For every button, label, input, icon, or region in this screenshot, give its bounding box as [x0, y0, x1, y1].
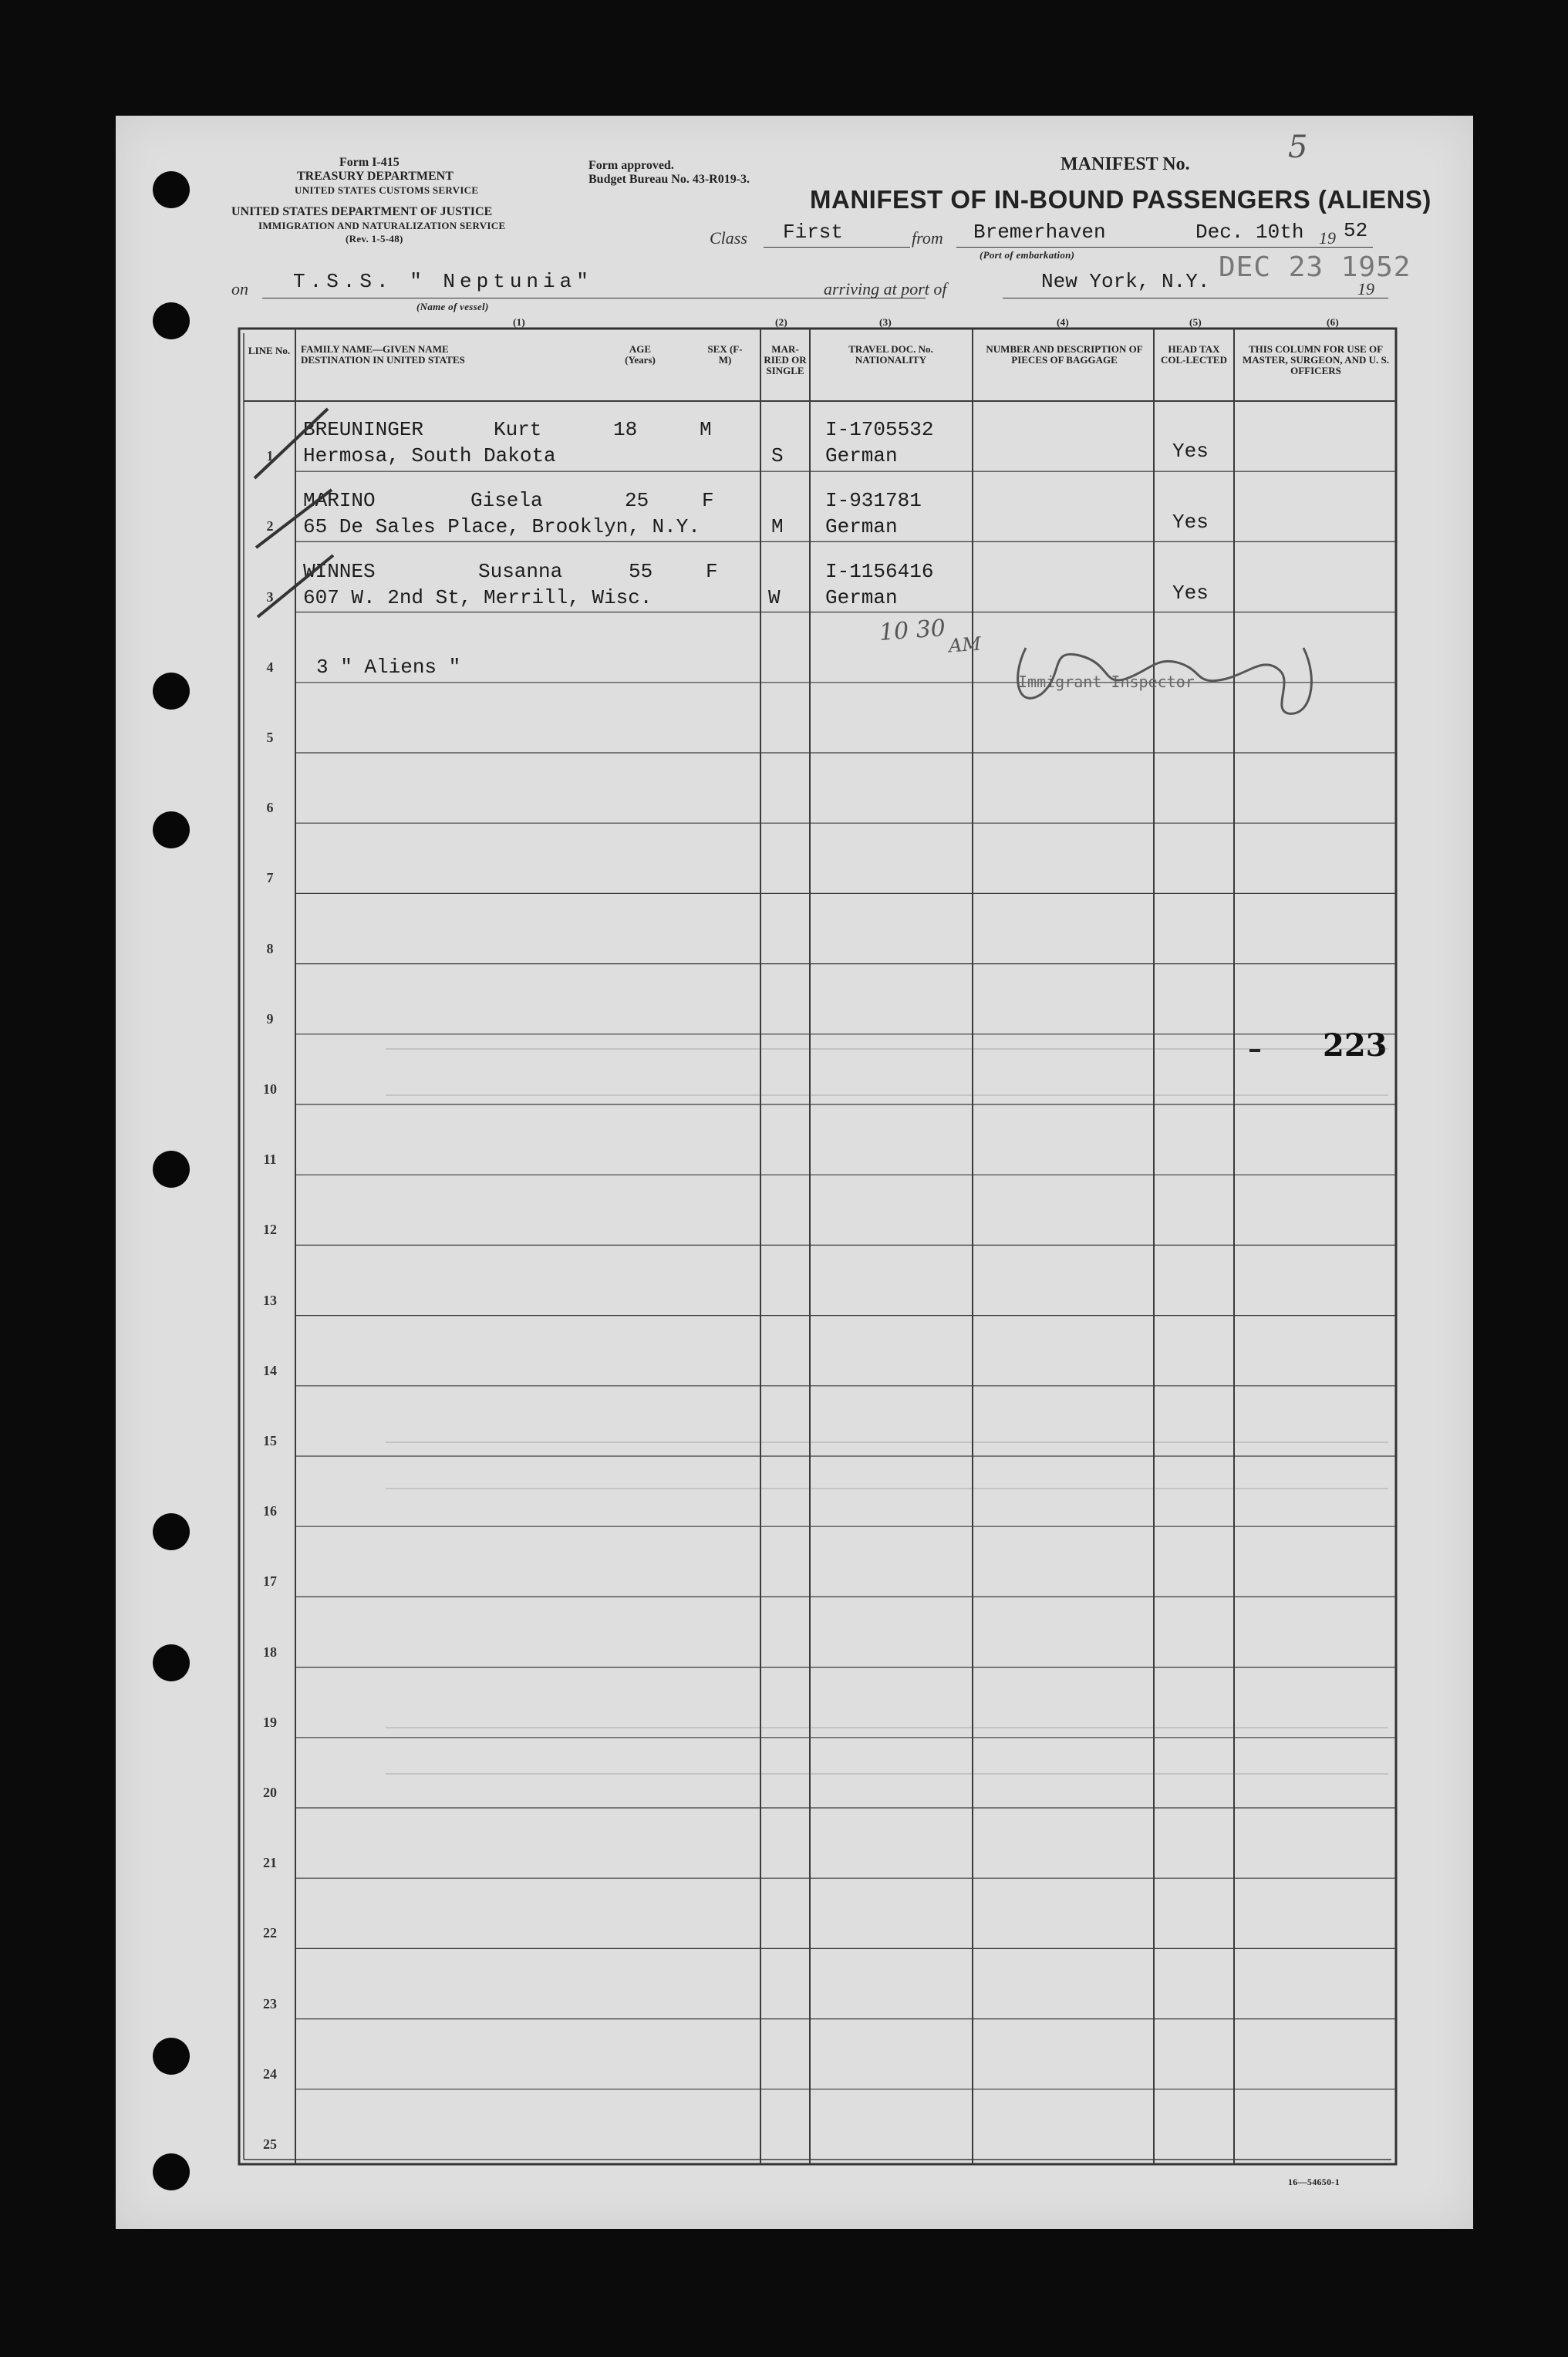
manifest-sheet [116, 116, 1473, 2229]
date-stamp: DEC 23 1952 [1219, 251, 1411, 283]
header-head-tax: HEAD TAX COL-LECTED [1161, 343, 1227, 366]
colnum-2: (2) [775, 316, 788, 328]
date-value: Dec. 10th [1195, 221, 1304, 244]
on-label: on [231, 279, 248, 298]
ins-heading: IMMIGRATION AND NATURALIZATION SERVICE [258, 220, 506, 231]
p2-given-name: Gisela [470, 489, 543, 512]
line-number: 22 [263, 1925, 277, 1941]
arrival-am: AM [948, 632, 982, 657]
budget-bureau: Budget Bureau No. 43-R019-3. [588, 173, 750, 186]
binder-hole [153, 1513, 190, 1550]
line-number: 6 [266, 800, 274, 816]
line-number: 3 [266, 588, 274, 605]
line-number: 15 [263, 1433, 277, 1448]
p1-marital: S [771, 444, 784, 467]
p3-head-tax: Yes [1172, 582, 1209, 605]
p1-sex: M [700, 418, 712, 441]
p3-marital: W [768, 586, 781, 609]
header-officers: THIS COLUMN FOR USE OF MASTER, SURGEON, AND U. S. OFFICERS [1243, 343, 1389, 376]
binder-hole [153, 1151, 190, 1188]
binder-hole [153, 171, 190, 208]
binder-hole [153, 673, 190, 710]
inspector-stamp: Immigrant Inspector [1018, 673, 1195, 691]
header-sex: SEX (F-M) [707, 343, 743, 366]
p3-doc: I-1156416 [825, 560, 934, 583]
p1-head-tax: Yes [1172, 440, 1209, 463]
header-travel-doc: TRAVEL DOC. No. NATIONALITY [848, 343, 933, 366]
header-age: AGE (Years) [625, 343, 656, 366]
colnum-1: (1) [513, 316, 526, 328]
p1-destination: Hermosa, South Dakota [303, 444, 556, 467]
manifest-no-label: MANIFEST No. [1061, 154, 1190, 174]
manifest-no-value: 5 [1288, 130, 1308, 165]
year-label-2: 19 [1357, 279, 1374, 298]
port-value: New York, N.Y. [1041, 270, 1210, 293]
line-number: 13 [263, 1292, 277, 1308]
line-number: 10 [263, 1081, 277, 1097]
p3-sex: F [706, 560, 718, 583]
p3-family-name: WINNES [303, 560, 376, 583]
colnum-3: (3) [879, 316, 892, 328]
colnum-6: (6) [1327, 316, 1340, 328]
line-number: 21 [263, 1855, 277, 1871]
line-number: 20 [263, 1785, 277, 1800]
inspector-signature [995, 602, 1411, 725]
header-baggage: NUMBER AND DESCRIPTION OF PIECES OF BAGGAGE [986, 343, 1143, 366]
line-number: 14 [263, 1362, 277, 1378]
line-number: 24 [263, 2065, 277, 2082]
p3-age: 55 [629, 560, 653, 583]
year-suffix: 52 [1344, 219, 1368, 242]
from-label: from [912, 228, 943, 248]
line-number: 5 [266, 730, 274, 745]
binder-hole [153, 2038, 190, 2075]
from-value: Bremerhaven [973, 221, 1106, 244]
aliens-count-note: 3 " Aliens " [316, 656, 461, 679]
binder-hole [153, 2153, 190, 2190]
line-number: 7 [266, 870, 274, 886]
p1-given-name: Kurt [494, 418, 542, 441]
binder-hole [153, 1644, 190, 1681]
p2-age: 25 [625, 489, 649, 512]
p3-nationality: German [825, 586, 898, 609]
p2-sex: F [702, 489, 714, 512]
page-stamp-number: 223 [1323, 1027, 1388, 1064]
justice-heading: UNITED STATES DEPARTMENT OF JUSTICE [231, 205, 493, 218]
line-number: 16 [263, 1503, 277, 1519]
p3-destination: 607 W. 2nd St, Merrill, Wisc. [303, 586, 652, 609]
class-value: First [783, 221, 844, 244]
p2-nationality: German [825, 515, 898, 538]
line-number: 11 [263, 1152, 277, 1168]
p2-family-name: MARINO [303, 489, 376, 512]
line-number: 9 [266, 1010, 274, 1027]
p1-age: 18 [613, 418, 638, 441]
line-number: 1 [266, 448, 274, 464]
line-number: 4 [266, 659, 274, 675]
p2-doc: I-931781 [825, 489, 922, 512]
vessel-name: T.S.S. " Neptunia" [293, 270, 593, 293]
colnum-5: (5) [1189, 316, 1202, 328]
p1-doc: I-1705532 [825, 418, 934, 441]
line-number: 18 [263, 1644, 277, 1660]
form-approved: Form approved. [588, 159, 674, 172]
revision-note: (Rev. 1-5-48) [346, 233, 403, 244]
year-prefix: 19 [1319, 228, 1336, 248]
p3-given-name: Susanna [478, 560, 563, 583]
header-line-no: LINE No. [248, 345, 291, 356]
p2-head-tax: Yes [1172, 511, 1209, 534]
p2-destination: 65 De Sales Place, Brooklyn, N.Y. [303, 515, 700, 538]
p2-marital: M [771, 515, 784, 538]
colnum-4: (4) [1057, 316, 1070, 328]
p1-nationality: German [825, 444, 898, 467]
line-number: 23 [263, 1995, 277, 2011]
line-number: 8 [266, 940, 274, 956]
form-title: MANIFEST OF IN-BOUND PASSENGERS (ALIENS) [810, 185, 1431, 214]
customs-heading: UNITED STATES CUSTOMS SERVICE [295, 184, 479, 196]
binder-hole [153, 302, 190, 339]
line-number: 17 [263, 1573, 277, 1590]
line-number: 12 [263, 1222, 277, 1238]
check-marks [247, 393, 347, 640]
line-number: 2 [266, 518, 274, 534]
arrival-time: 10 30 [878, 615, 947, 646]
print-code: 16—54650-1 [1288, 2177, 1340, 2187]
form-number: Form I-415 [339, 156, 400, 169]
vessel-note: (Name of vessel) [416, 301, 489, 312]
header-married: MAR-RIED OR SINGLE [764, 343, 807, 376]
line-number: 19 [263, 1714, 277, 1730]
line-number: 25 [263, 2136, 277, 2152]
header-name: FAMILY NAME—GIVEN NAME DESTINATION IN UNITED STATES [301, 343, 465, 366]
treasury-heading: TREASURY DEPARTMENT [297, 170, 454, 183]
p1-family-name: BREUNINGER [303, 418, 424, 441]
class-label: Class [710, 228, 747, 248]
embarkation-note: (Port of embarkation) [980, 249, 1075, 261]
binder-hole [153, 811, 190, 848]
arriving-label: arriving at port of [824, 279, 947, 298]
bleed-through-texture [386, 987, 1388, 1913]
